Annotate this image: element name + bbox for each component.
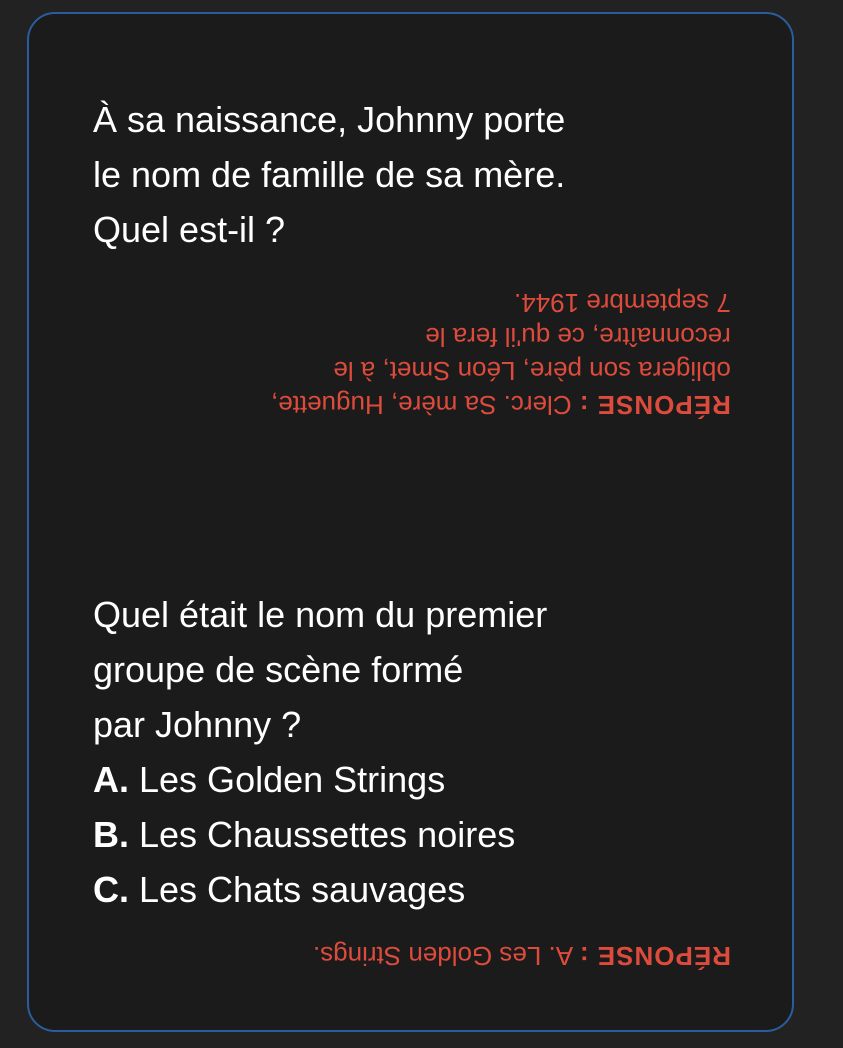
answer-1-label: RÉPONSE : xyxy=(578,390,731,420)
option-b-letter: B. xyxy=(93,814,129,855)
answer-1-upside-down xyxy=(271,286,731,422)
question-1-line: À sa naissance, Johnny porte xyxy=(93,99,566,140)
answer-2-label: RÉPONSE : xyxy=(578,941,731,971)
option-c xyxy=(93,862,547,917)
option-c-text: Les Chats sauvages xyxy=(139,869,466,910)
option-a xyxy=(93,752,547,807)
quiz-card xyxy=(27,12,794,1032)
answer-2-line xyxy=(313,939,731,973)
answer-2-upside-down xyxy=(313,939,731,973)
question-2-line: par Johnny ? xyxy=(93,704,302,745)
question-2 xyxy=(93,587,547,917)
answer-2-text: A. Les Golden Strings. xyxy=(313,941,574,971)
answer-1-line: obligera son père, Léon Smet, à le xyxy=(333,356,731,386)
question-2-line: groupe de scène formé xyxy=(93,649,464,690)
question-1-line: Quel est-il ? xyxy=(93,209,286,250)
answer-1-line-1 xyxy=(271,388,731,422)
option-a-letter: A. xyxy=(93,759,129,800)
option-b-text: Les Chaussettes noires xyxy=(139,814,516,855)
answer-1-text: Clerc. Sa mère, Huguette, xyxy=(271,390,572,420)
question-1 xyxy=(93,92,565,257)
option-b xyxy=(93,807,547,862)
option-c-letter: C. xyxy=(93,869,129,910)
answer-1-line: 7 septembre 1944. xyxy=(514,288,731,318)
question-2-line: Quel était le nom du premier xyxy=(93,594,548,635)
answer-1-line: reconnaître, ce qu'il fera le xyxy=(425,322,731,352)
option-a-text: Les Golden Strings xyxy=(139,759,446,800)
question-1-line: le nom de famille de sa mère. xyxy=(93,154,566,195)
